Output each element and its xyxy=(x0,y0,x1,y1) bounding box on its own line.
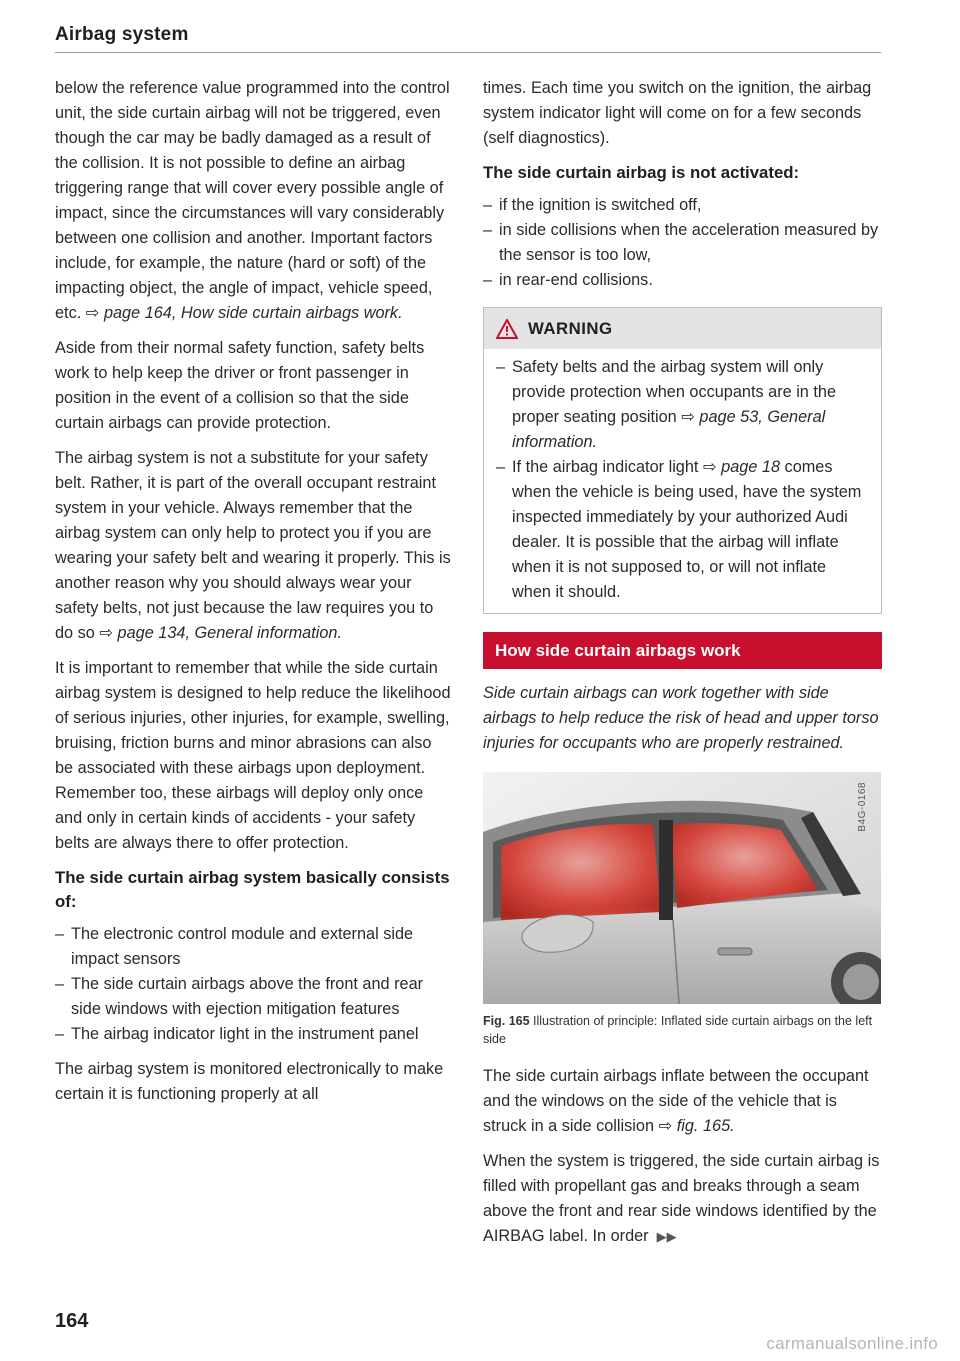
paragraph-4: It is important to remember that while the side curtain airbag system is designed to help reduce the likelihood of serious injuries, other injuries, for example, swelling, bruising, friction burns and minor abrasions can also be associated with these airbags upon deployment. Remember too, these airbags will deploy only once and only in certain kinds of accidents - your safety belts are always there to offer protection. xyxy=(55,659,451,852)
warning-header xyxy=(484,308,881,349)
section-heading-bar: How side curtain airbags work xyxy=(483,632,882,669)
cross-reference-link[interactable]: ⇨ page 134, General information. xyxy=(99,624,343,642)
list-item: – Safety belts and the airbag system will only provide protection when occupants are in the proper seating position ⇨ page 53, General information. xyxy=(496,355,867,455)
not-activated-list xyxy=(483,193,882,293)
subheading-not-activated: The side curtain airbag is not activated: xyxy=(483,163,800,182)
paragraph-3: The airbag system is not a substitute for your safety belt. Rather, it is part of the overall occupant restraint system in your vehicle. Always remember that the airbag system can only help to protect you if you are wearing your safety belt and wearing it properly. This is another reason why you should always wear your safety belts, not just because the law requires you to do so ⇨ page 134, General information. xyxy=(55,449,451,642)
warning-body xyxy=(484,349,881,613)
paragraph-6: times. Each time you switch on the ignition, the airbag system indicator light will come on for a few seconds (self diagnostics). xyxy=(483,79,872,147)
figure-code: B4G-0168 xyxy=(857,782,868,832)
running-header: Airbag system xyxy=(55,24,189,45)
subheading-consists: The side curtain airbag system basically consists of: xyxy=(55,868,450,911)
list-item: – if the ignition is switched off, xyxy=(483,193,882,218)
list-item: – The side curtain airbags above the front and rear side windows with ejection mitigation features xyxy=(55,972,453,1022)
page-number: 164 xyxy=(55,1310,89,1332)
right-column xyxy=(483,76,882,1259)
warning-list xyxy=(496,355,867,605)
figure-caption: Fig. 165 Illustration of principle: Inflated side curtain airbags on the left side xyxy=(483,1014,873,1046)
left-column xyxy=(55,76,453,1117)
warning-title: WARNING xyxy=(528,319,613,338)
figure-airbag-illustration xyxy=(483,772,881,1004)
continue-arrow-icon: ▶▶ xyxy=(656,1229,677,1244)
list-item: – If the airbag indicator light ⇨ page 18 comes when the vehicle is being used, have the system inspected immediately by your authorized Audi dealer. It is possible that the airbag will inflate when it is not supposed to, or will not inflate when it should. xyxy=(496,455,867,605)
list-item: – The electronic control module and external side impact sensors xyxy=(55,922,453,972)
cross-reference-link[interactable]: ⇨ page 164, How side curtain airbags work. xyxy=(85,304,403,322)
section-intro: Side curtain airbags can work together with side airbags to help reduce the risk of head and upper torso injuries for occupants who are properly restrained. xyxy=(483,684,879,752)
paragraph-7: The side curtain airbags inflate between the occupant and the windows on the side of the vehicle that is struck in a side collision ⇨ fig. 165. xyxy=(483,1067,869,1135)
consists-list xyxy=(55,922,453,1047)
cross-reference-link[interactable]: ⇨ page 18 xyxy=(702,458,781,476)
list-item: – in rear-end collisions. xyxy=(483,268,882,293)
site-watermark: carmanualsonline.info xyxy=(766,1334,938,1353)
cross-reference-link[interactable]: ⇨ page 53, General information. xyxy=(512,408,826,451)
paragraph-2: Aside from their normal safety function, safety belts work to help keep the driver or front passenger in position in the event of a collision so that the side curtain airbags can provide protection. xyxy=(55,339,425,432)
warning-box xyxy=(483,307,882,614)
cross-reference-link[interactable]: ⇨ fig. 165. xyxy=(658,1117,735,1135)
paragraph-8: When the system is triggered, the side curtain airbag is filled with propellant gas and breaks through a seam above the front and rear side windows identified by the AIRBAG label. In order ▶▶ xyxy=(483,1152,880,1245)
list-item: – The airbag indicator light in the instrument panel xyxy=(55,1022,453,1047)
car-side-airbag-illustration xyxy=(483,772,881,1004)
warning-triangle-icon xyxy=(496,319,518,339)
list-item: – in side collisions when the acceleration measured by the sensor is too low, xyxy=(483,218,882,268)
paragraph-1: below the reference value programmed into the control unit, the side curtain airbag will not be triggered, even though the car may be badly damaged as a result of the collision. It is not possible to define an airbag triggering range that will cover every possible angle of impact, since the circumstances will vary considerably between one collision and another. Important factors include, for example, the nature (hard or soft) of the impacting object, the angle of impact, vehicle speed, etc. ⇨ page 164, How side curtain airbags work. xyxy=(55,79,450,322)
header-rule xyxy=(55,52,881,53)
paragraph-5: The airbag system is monitored electronically to make certain it is functioning properly at all xyxy=(55,1060,444,1103)
